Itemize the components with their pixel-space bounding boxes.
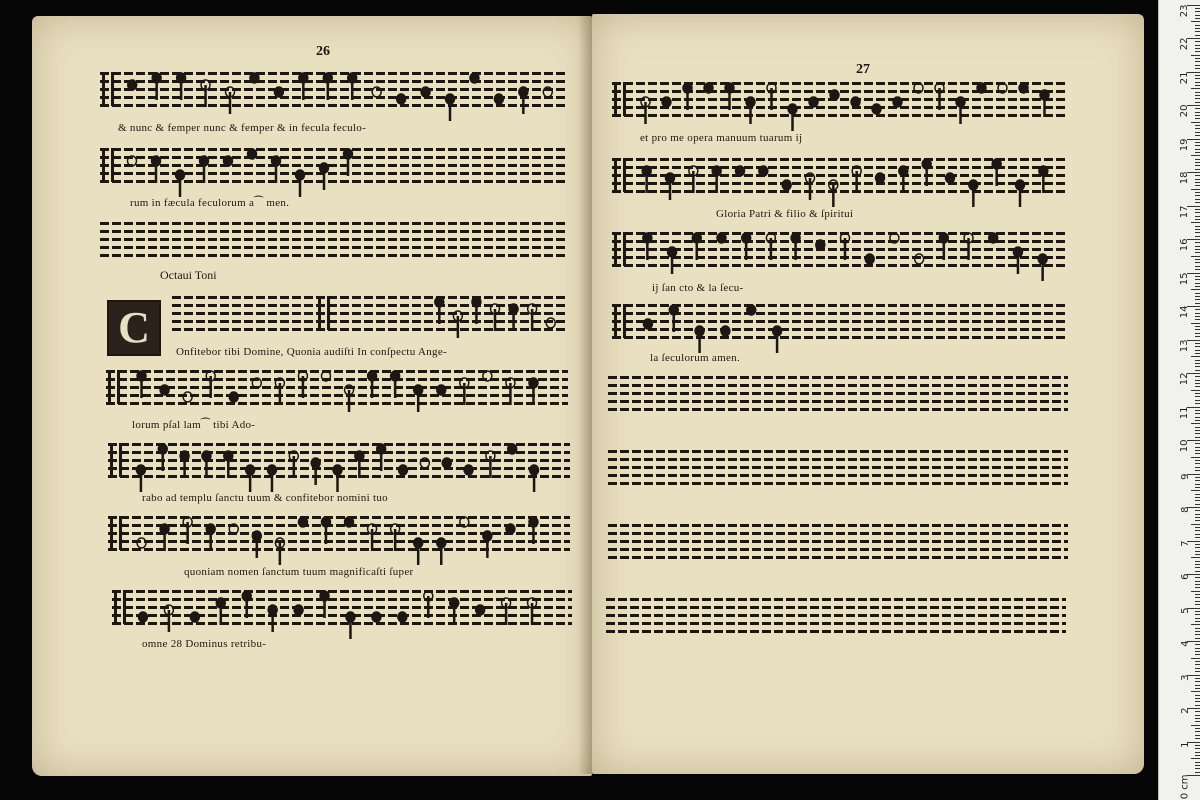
ruler-tick xyxy=(1195,242,1200,243)
ruler-tick xyxy=(1195,125,1200,126)
ruler-tick xyxy=(1195,262,1200,263)
ruler-tick xyxy=(1195,530,1200,531)
ruler-tick xyxy=(1195,179,1200,180)
ruler-label: 10 xyxy=(1179,439,1191,453)
ruler-tick xyxy=(1195,765,1200,766)
ruler-tick xyxy=(1195,15,1200,16)
staff xyxy=(108,443,570,478)
ruler-tick xyxy=(1195,537,1200,538)
ruler-tick xyxy=(1195,226,1200,227)
clef-icon xyxy=(614,232,626,266)
ruler-tick xyxy=(1195,601,1200,602)
ruler-label: 6 xyxy=(1179,573,1191,580)
ruler-tick xyxy=(1195,48,1200,49)
ruler-tick xyxy=(1195,11,1200,12)
staff xyxy=(606,598,1066,633)
ruler-tick xyxy=(1191,323,1200,324)
lyric-line: rum in fæcula feculorum a⁀ men. xyxy=(130,197,290,209)
staff xyxy=(100,222,568,257)
ruler-label: 7 xyxy=(1179,540,1191,547)
ruler-tick xyxy=(1195,450,1200,451)
ruler-tick xyxy=(1195,581,1200,582)
ruler-tick xyxy=(1195,567,1200,568)
ruler-tick xyxy=(1195,648,1200,649)
ruler-tick xyxy=(1195,497,1200,498)
ruler-tick xyxy=(1195,705,1200,706)
ruler-tick xyxy=(1195,685,1200,686)
clef-icon xyxy=(114,590,126,624)
ruler-tick xyxy=(1191,122,1200,123)
ruler-tick xyxy=(1195,762,1200,763)
ruler-tick xyxy=(1195,738,1200,739)
lyric-line: omne 28 Dominus retribu- xyxy=(142,638,267,650)
ruler-tick xyxy=(1195,28,1200,29)
ruler-tick xyxy=(1191,155,1200,156)
ruler-tick xyxy=(1195,142,1200,143)
ruler-tick xyxy=(1191,691,1200,692)
ruler-label: 22 xyxy=(1179,37,1191,51)
staff xyxy=(172,296,568,331)
ruler-tick xyxy=(1195,628,1200,629)
ruler-tick xyxy=(1195,195,1200,196)
ruler-tick xyxy=(1195,604,1200,605)
ruler-tick xyxy=(1195,755,1200,756)
lyric-line: lorum pſal lam⁀ tibi Ado- xyxy=(132,419,256,431)
lyric-line: quoniam nomen ſanctum tuum magnificaſti ſuper xyxy=(184,566,414,578)
ruler-tick xyxy=(1195,149,1200,150)
lyric-line: Gloria Patri & filio & ſpiritui xyxy=(716,208,854,220)
ruler-tick xyxy=(1195,544,1200,545)
ruler-tick xyxy=(1195,309,1200,310)
ruler-tick xyxy=(1195,58,1200,59)
staff xyxy=(612,232,1068,267)
ruler-tick xyxy=(1195,638,1200,639)
ruler-tick xyxy=(1195,752,1200,753)
ruler-label: 20 xyxy=(1179,104,1191,118)
ruler-tick xyxy=(1191,557,1200,558)
ruler-tick xyxy=(1195,68,1200,69)
ruler-tick xyxy=(1195,688,1200,689)
ruler-tick xyxy=(1195,463,1200,464)
ruler-tick xyxy=(1195,443,1200,444)
ruler-tick xyxy=(1195,410,1200,411)
staff xyxy=(612,158,1068,193)
ruler-tick xyxy=(1195,551,1200,552)
ruler-tick xyxy=(1191,524,1200,525)
ruler-tick xyxy=(1195,614,1200,615)
clef-icon xyxy=(318,296,330,330)
ruler-tick xyxy=(1195,484,1200,485)
ruler-tick xyxy=(1195,45,1200,46)
ruler-tick xyxy=(1195,236,1200,237)
ruler-tick xyxy=(1195,547,1200,548)
ruler-tick xyxy=(1195,480,1200,481)
ruler-tick xyxy=(1195,467,1200,468)
ruler-tick xyxy=(1195,41,1200,42)
clef-icon xyxy=(110,443,122,477)
ruler-tick xyxy=(1195,252,1200,253)
ruler-tick xyxy=(1195,587,1200,588)
ruler-tick xyxy=(1195,162,1200,163)
ruler-tick xyxy=(1195,61,1200,62)
ruler-tick xyxy=(1195,209,1200,210)
ruler-tick xyxy=(1191,21,1200,22)
ruler-tick xyxy=(1195,18,1200,19)
ruler-tick xyxy=(1195,360,1200,361)
clef-icon xyxy=(108,370,120,404)
ruler-tick xyxy=(1195,621,1200,622)
ruler-tick xyxy=(1195,661,1200,662)
ruler-tick xyxy=(1195,500,1200,501)
ruler-tick xyxy=(1195,316,1200,317)
ruler-tick xyxy=(1195,92,1200,93)
ruler-tick xyxy=(1195,115,1200,116)
ruler-tick xyxy=(1195,8,1200,9)
ruler-label: 12 xyxy=(1179,372,1191,386)
ruler-tick xyxy=(1195,135,1200,136)
ruler-tick xyxy=(1195,514,1200,515)
ruler-tick xyxy=(1195,711,1200,712)
ruler-tick xyxy=(1191,289,1200,290)
ruler-tick xyxy=(1195,393,1200,394)
clef-icon xyxy=(614,158,626,192)
ruler-tick xyxy=(1195,413,1200,414)
ruler-tick xyxy=(1195,618,1200,619)
ruler-tick xyxy=(1195,293,1200,294)
ruler-tick xyxy=(1191,256,1200,257)
ruler-tick xyxy=(1195,420,1200,421)
ruler-tick xyxy=(1195,721,1200,722)
lyric-line: rabo ad templu ſanctu tuum & confitebor nomini tuo xyxy=(142,492,388,504)
ruler-tick xyxy=(1195,102,1200,103)
ruler-tick xyxy=(1195,108,1200,109)
staff xyxy=(612,82,1068,117)
lyric-line: et pro me opera manuum tuarum ij xyxy=(640,132,803,144)
ruler-tick xyxy=(1195,185,1200,186)
ruler-tick xyxy=(1195,671,1200,672)
ruler-tick xyxy=(1195,25,1200,26)
ruler-tick xyxy=(1195,644,1200,645)
clef-icon xyxy=(102,72,114,106)
ruler-tick xyxy=(1195,577,1200,578)
ruler-tick xyxy=(1195,701,1200,702)
ruler-tick xyxy=(1195,329,1200,330)
ruler-tick xyxy=(1195,735,1200,736)
ruler-tick xyxy=(1195,383,1200,384)
ruler-tick xyxy=(1195,517,1200,518)
ruler-tick xyxy=(1195,597,1200,598)
staff xyxy=(106,370,568,405)
ruler-label: 14 xyxy=(1179,305,1191,319)
ruler-tick xyxy=(1195,571,1200,572)
ruler-tick xyxy=(1195,594,1200,595)
ruler-tick xyxy=(1195,631,1200,632)
ruler-tick xyxy=(1195,95,1200,96)
ruler-tick xyxy=(1195,85,1200,86)
ruler-tick xyxy=(1195,232,1200,233)
ruler-tick xyxy=(1191,624,1200,625)
ruler-label: 8 xyxy=(1179,506,1191,513)
ruler-tick xyxy=(1191,222,1200,223)
left-page-number: 26 xyxy=(316,44,330,59)
ruler-tick xyxy=(1195,313,1200,314)
lyric-line: la ſeculorum amen. xyxy=(650,352,741,364)
ruler-tick xyxy=(1195,299,1200,300)
ruler-tick xyxy=(1191,490,1200,491)
ruler-tick xyxy=(1195,366,1200,367)
ruler-label: 17 xyxy=(1179,205,1191,218)
staff xyxy=(608,376,1068,411)
ruler-tick xyxy=(1195,564,1200,565)
ruler-tick xyxy=(1195,504,1200,505)
ruler-tick xyxy=(1191,591,1200,592)
ruler-tick xyxy=(1195,363,1200,364)
decorated-initial: C xyxy=(107,300,161,356)
ruler-tick xyxy=(1191,390,1200,391)
ruler-tick xyxy=(1195,403,1200,404)
staff xyxy=(100,148,568,183)
ruler-tick xyxy=(1195,400,1200,401)
ruler-tick xyxy=(1195,346,1200,347)
ruler-tick xyxy=(1195,112,1200,113)
ruler-tick xyxy=(1195,276,1200,277)
ruler-tick xyxy=(1195,728,1200,729)
ruler-tick xyxy=(1195,343,1200,344)
ruler-tick xyxy=(1195,510,1200,511)
ruler-tick xyxy=(1195,695,1200,696)
ruler-tick xyxy=(1195,554,1200,555)
ruler-tick xyxy=(1195,651,1200,652)
clef-icon xyxy=(102,148,114,182)
ruler-tick xyxy=(1195,417,1200,418)
ruler-label: 4 xyxy=(1179,640,1191,647)
ruler-tick xyxy=(1195,286,1200,287)
ruler-label: 3 xyxy=(1179,674,1191,681)
ruler-tick xyxy=(1195,768,1200,769)
ruler-label: 13 xyxy=(1179,339,1191,352)
ruler-tick xyxy=(1195,216,1200,217)
ruler-tick xyxy=(1195,731,1200,732)
ruler-label: 21 xyxy=(1179,71,1191,84)
ruler-tick xyxy=(1195,534,1200,535)
ruler-tick xyxy=(1191,189,1200,190)
ruler-tick xyxy=(1195,212,1200,213)
ruler-tick xyxy=(1191,55,1200,56)
ruler-tick xyxy=(1195,715,1200,716)
ruler-tick xyxy=(1195,698,1200,699)
ruler-tick xyxy=(1195,668,1200,669)
ruler-label: 5 xyxy=(1179,607,1191,614)
ruler-tick xyxy=(1191,423,1200,424)
ruler-tick xyxy=(1195,664,1200,665)
ruler-label: 16 xyxy=(1179,238,1191,252)
ruler-tick xyxy=(1195,296,1200,297)
ruler-tick xyxy=(1195,82,1200,83)
ruler-tick xyxy=(1195,380,1200,381)
ruler-tick xyxy=(1195,182,1200,183)
ruler-tick xyxy=(1195,487,1200,488)
lyric-line: & nunc & femper nunc & femper & in fecula feculo- xyxy=(118,122,367,134)
ruler-tick xyxy=(1195,303,1200,304)
ruler-label: 1 xyxy=(1179,741,1191,748)
ruler-tick xyxy=(1195,65,1200,66)
ruler-tick xyxy=(1195,376,1200,377)
ruler-tick xyxy=(1195,634,1200,635)
ruler-tick xyxy=(1195,249,1200,250)
ruler-tick xyxy=(1195,35,1200,36)
ruler-tick xyxy=(1195,31,1200,32)
ruler-tick xyxy=(1195,520,1200,521)
ruler-tick xyxy=(1195,159,1200,160)
ruler-tick xyxy=(1195,145,1200,146)
ruler-tick xyxy=(1195,396,1200,397)
ruler-tick xyxy=(1195,654,1200,655)
ruler-tick xyxy=(1195,266,1200,267)
ruler-tick xyxy=(1191,658,1200,659)
ruler-tick xyxy=(1195,269,1200,270)
ruler-tick xyxy=(1195,745,1200,746)
ruler-tick xyxy=(1195,128,1200,129)
staff xyxy=(608,524,1068,559)
ruler-tick xyxy=(1195,427,1200,428)
ruler-label: 15 xyxy=(1179,272,1191,285)
measuring-ruler xyxy=(1158,0,1200,800)
ruler-tick xyxy=(1195,370,1200,371)
ruler-label: 18 xyxy=(1179,171,1191,185)
ruler-tick xyxy=(1195,132,1200,133)
ruler-label: 2 xyxy=(1179,707,1191,714)
ruler-tick xyxy=(1195,430,1200,431)
ruler-tick xyxy=(1195,165,1200,166)
staff xyxy=(108,516,570,551)
ruler-label: 11 xyxy=(1179,406,1191,419)
staff xyxy=(608,450,1068,485)
staff xyxy=(100,72,568,107)
ruler-tick xyxy=(1195,279,1200,280)
ruler-tick xyxy=(1195,75,1200,76)
clef-icon xyxy=(614,304,626,338)
ruler-tick xyxy=(1191,457,1200,458)
lyric-line: ij ſan cto & la ſecu- xyxy=(652,282,744,294)
ruler-tick xyxy=(1195,584,1200,585)
section-heading: Octaui Toni xyxy=(160,268,217,282)
ruler-tick xyxy=(1195,477,1200,478)
clef-icon xyxy=(110,516,122,550)
ruler-tick xyxy=(1195,319,1200,320)
ruler-tick xyxy=(1195,259,1200,260)
ruler-label: 9 xyxy=(1179,473,1191,480)
ruler-tick xyxy=(1195,433,1200,434)
ruler-tick xyxy=(1195,98,1200,99)
ruler-tick xyxy=(1195,447,1200,448)
ruler-tick xyxy=(1195,78,1200,79)
ruler-tick xyxy=(1195,748,1200,749)
ruler-tick xyxy=(1195,678,1200,679)
ruler-tick xyxy=(1195,527,1200,528)
ruler-unit-label: 0 cm xyxy=(1179,774,1191,800)
ruler-tick xyxy=(1195,219,1200,220)
ruler-tick xyxy=(1195,175,1200,176)
ruler-tick xyxy=(1195,152,1200,153)
ruler-tick xyxy=(1195,169,1200,170)
ruler-tick xyxy=(1195,202,1200,203)
ruler-tick xyxy=(1195,437,1200,438)
ruler-tick xyxy=(1195,333,1200,334)
ruler-tick xyxy=(1191,758,1200,759)
ruler-tick xyxy=(1195,118,1200,119)
ruler-tick xyxy=(1195,681,1200,682)
ruler-tick xyxy=(1195,283,1200,284)
ruler-tick xyxy=(1191,88,1200,89)
ruler-tick xyxy=(1195,460,1200,461)
lyric-line: Onfitebor tibi Domine, Quonia audiſti In conſpectu Ange- xyxy=(176,346,447,358)
ruler-tick xyxy=(1195,229,1200,230)
ruler-tick xyxy=(1191,725,1200,726)
ruler-tick xyxy=(1195,336,1200,337)
ruler-tick xyxy=(1191,356,1200,357)
ruler-tick xyxy=(1195,494,1200,495)
ruler-tick xyxy=(1195,326,1200,327)
ruler-label: 19 xyxy=(1179,138,1191,151)
clef-icon xyxy=(614,82,626,116)
staff xyxy=(612,304,1068,339)
ruler-tick xyxy=(1195,199,1200,200)
ruler-tick xyxy=(1195,192,1200,193)
ruler-label: 23 xyxy=(1179,4,1191,17)
ruler-tick xyxy=(1195,561,1200,562)
ruler-tick xyxy=(1195,470,1200,471)
staff xyxy=(112,590,572,625)
ruler-tick xyxy=(1195,353,1200,354)
ruler-tick xyxy=(1195,453,1200,454)
ruler-tick xyxy=(1195,611,1200,612)
ruler-tick xyxy=(1195,51,1200,52)
ruler-tick xyxy=(1195,386,1200,387)
ruler-tick xyxy=(1195,772,1200,773)
right-page-number: 27 xyxy=(856,62,870,77)
ruler-tick xyxy=(1195,246,1200,247)
ruler-tick xyxy=(1195,718,1200,719)
ruler-tick xyxy=(1195,350,1200,351)
